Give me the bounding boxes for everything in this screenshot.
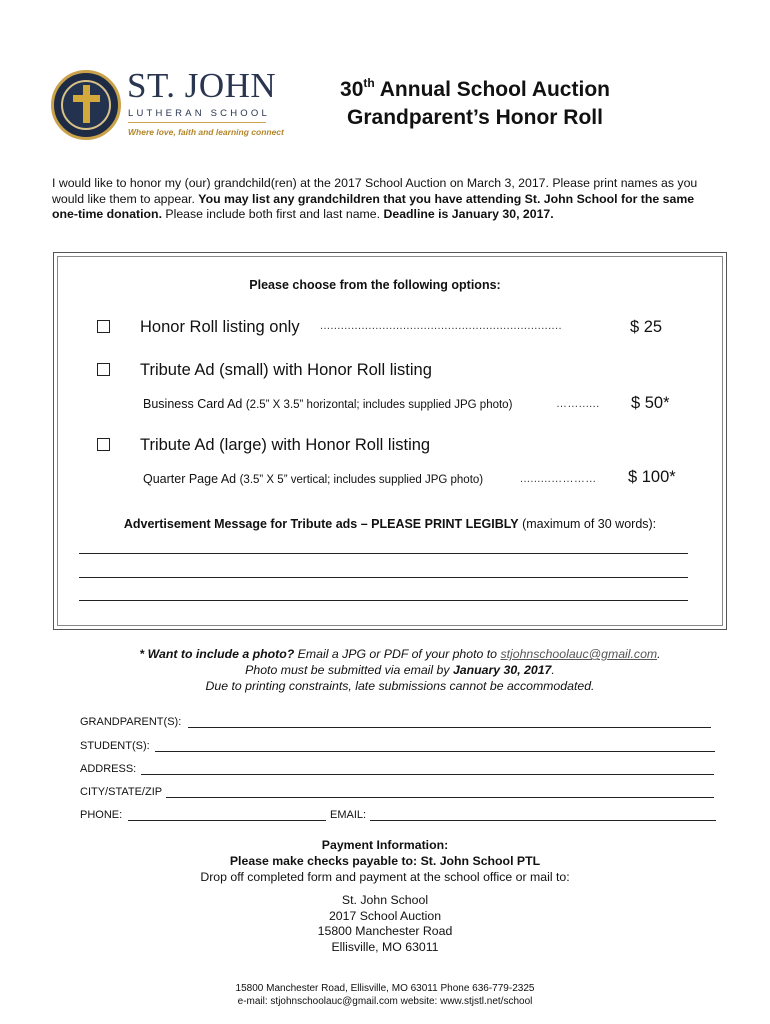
tribute-large-detail: Quarter Page Ad (3.5” X 5” vertical; includes supplied JPG photo) xyxy=(143,472,484,486)
photo-note-line2: Photo must be submitted via email by January 30, 2017. xyxy=(245,663,555,677)
school-tagline: Where love, faith and learning connect xyxy=(128,127,284,137)
options-heading: Please choose from the following options: xyxy=(249,278,501,292)
city-state-zip-field[interactable] xyxy=(166,797,714,798)
payment-checks-payable: Please make checks payable to: St. John School PTL xyxy=(229,854,541,868)
cross-icon xyxy=(83,85,90,123)
mailing-address-line: 15800 Manchester Road xyxy=(317,924,453,938)
price-tribute-small: $ 50* xyxy=(631,394,670,412)
mailing-address-line: Ellisville, MO 63011 xyxy=(331,940,439,954)
phone-label: PHONE: xyxy=(80,809,123,821)
page-title-line1: 30th Annual School Auction xyxy=(340,76,610,101)
option-tribute-large-label: Tribute Ad (large) with Honor Roll listing xyxy=(140,436,431,454)
tribute-small-detail: Business Card Ad (2.5” X 3.5” horizontal; includes supplied JPG photo) xyxy=(143,397,513,411)
footer-contact-line1: 15800 Manchester Road, Ellisville, MO 63011 Phone 636-779-2325 xyxy=(235,983,535,994)
students-field[interactable] xyxy=(155,751,715,752)
students-label: STUDENT(S): xyxy=(80,740,150,752)
photo-email-link[interactable]: stjohnschoolauc@gmail.com xyxy=(500,647,658,661)
tribute-large-checkbox[interactable] xyxy=(97,438,110,451)
grandparents-label: GRANDPARENT(S): xyxy=(80,716,182,728)
ad-message-line[interactable] xyxy=(79,600,688,601)
leader-dots: ……...... xyxy=(556,398,600,410)
option-honor-roll-label: Honor Roll listing only xyxy=(140,318,300,336)
payment-heading: Payment Information: xyxy=(321,838,449,852)
school-seal-logo xyxy=(51,70,121,140)
email-label: EMAIL: xyxy=(330,809,367,821)
ad-message-line[interactable] xyxy=(79,553,688,554)
city-state-zip-label: CITY/STATE/ZIP xyxy=(80,786,163,798)
mailing-address-line: St. John School xyxy=(341,893,429,907)
logo-divider xyxy=(128,122,266,123)
leader-dots: ...................................................................... xyxy=(320,320,562,332)
email-field[interactable] xyxy=(370,820,716,821)
grandparents-field[interactable] xyxy=(188,727,711,728)
mailing-address-line: 2017 School Auction xyxy=(328,909,442,923)
page-title-line2: Grandparent’s Honor Roll xyxy=(347,106,603,129)
address-field[interactable] xyxy=(141,774,714,775)
school-name: ST. JOHN xyxy=(127,66,277,105)
phone-field[interactable] xyxy=(128,820,326,821)
address-label: ADDRESS: xyxy=(80,763,137,775)
price-honor-roll: $ 25 xyxy=(630,318,663,336)
price-tribute-large: $ 100* xyxy=(628,468,676,486)
option-tribute-small-label: Tribute Ad (small) with Honor Roll listing xyxy=(140,361,432,379)
photo-note-line3: Due to printing constraints, late submissions cannot be accommodated. xyxy=(205,679,595,693)
footer-contact-line2: e-mail: stjohnschoolauc@gmail.com website: www.stjstl.net/school xyxy=(237,996,533,1007)
intro-paragraph: I would like to honor my (our) grandchild(ren) at the 2017 School Auction on March 3, 2017. Please print names as you would like them to appear. You may list any grandchildren that you have attending St. John School for the same one-time donation. Please include both first and last name. Deadline is January 30, 2017. xyxy=(52,176,698,222)
photo-note-line1: * Want to include a photo? Email a JPG or PDF of your photo to stjohnschoolauc@gmail.com. xyxy=(139,647,661,661)
ad-message-instruction: Advertisement Message for Tribute ads – PLEASE PRINT LEGIBLY (maximum of 30 words): xyxy=(123,517,657,531)
ad-message-line[interactable] xyxy=(79,577,688,578)
payment-dropoff: Drop off completed form and payment at the school office or mail to: xyxy=(200,870,570,884)
school-subtitle: LUTHERAN SCHOOL xyxy=(128,108,270,119)
tribute-small-checkbox[interactable] xyxy=(97,363,110,376)
leader-dots: .........………… xyxy=(520,473,597,485)
honor-roll-checkbox[interactable] xyxy=(97,320,110,333)
